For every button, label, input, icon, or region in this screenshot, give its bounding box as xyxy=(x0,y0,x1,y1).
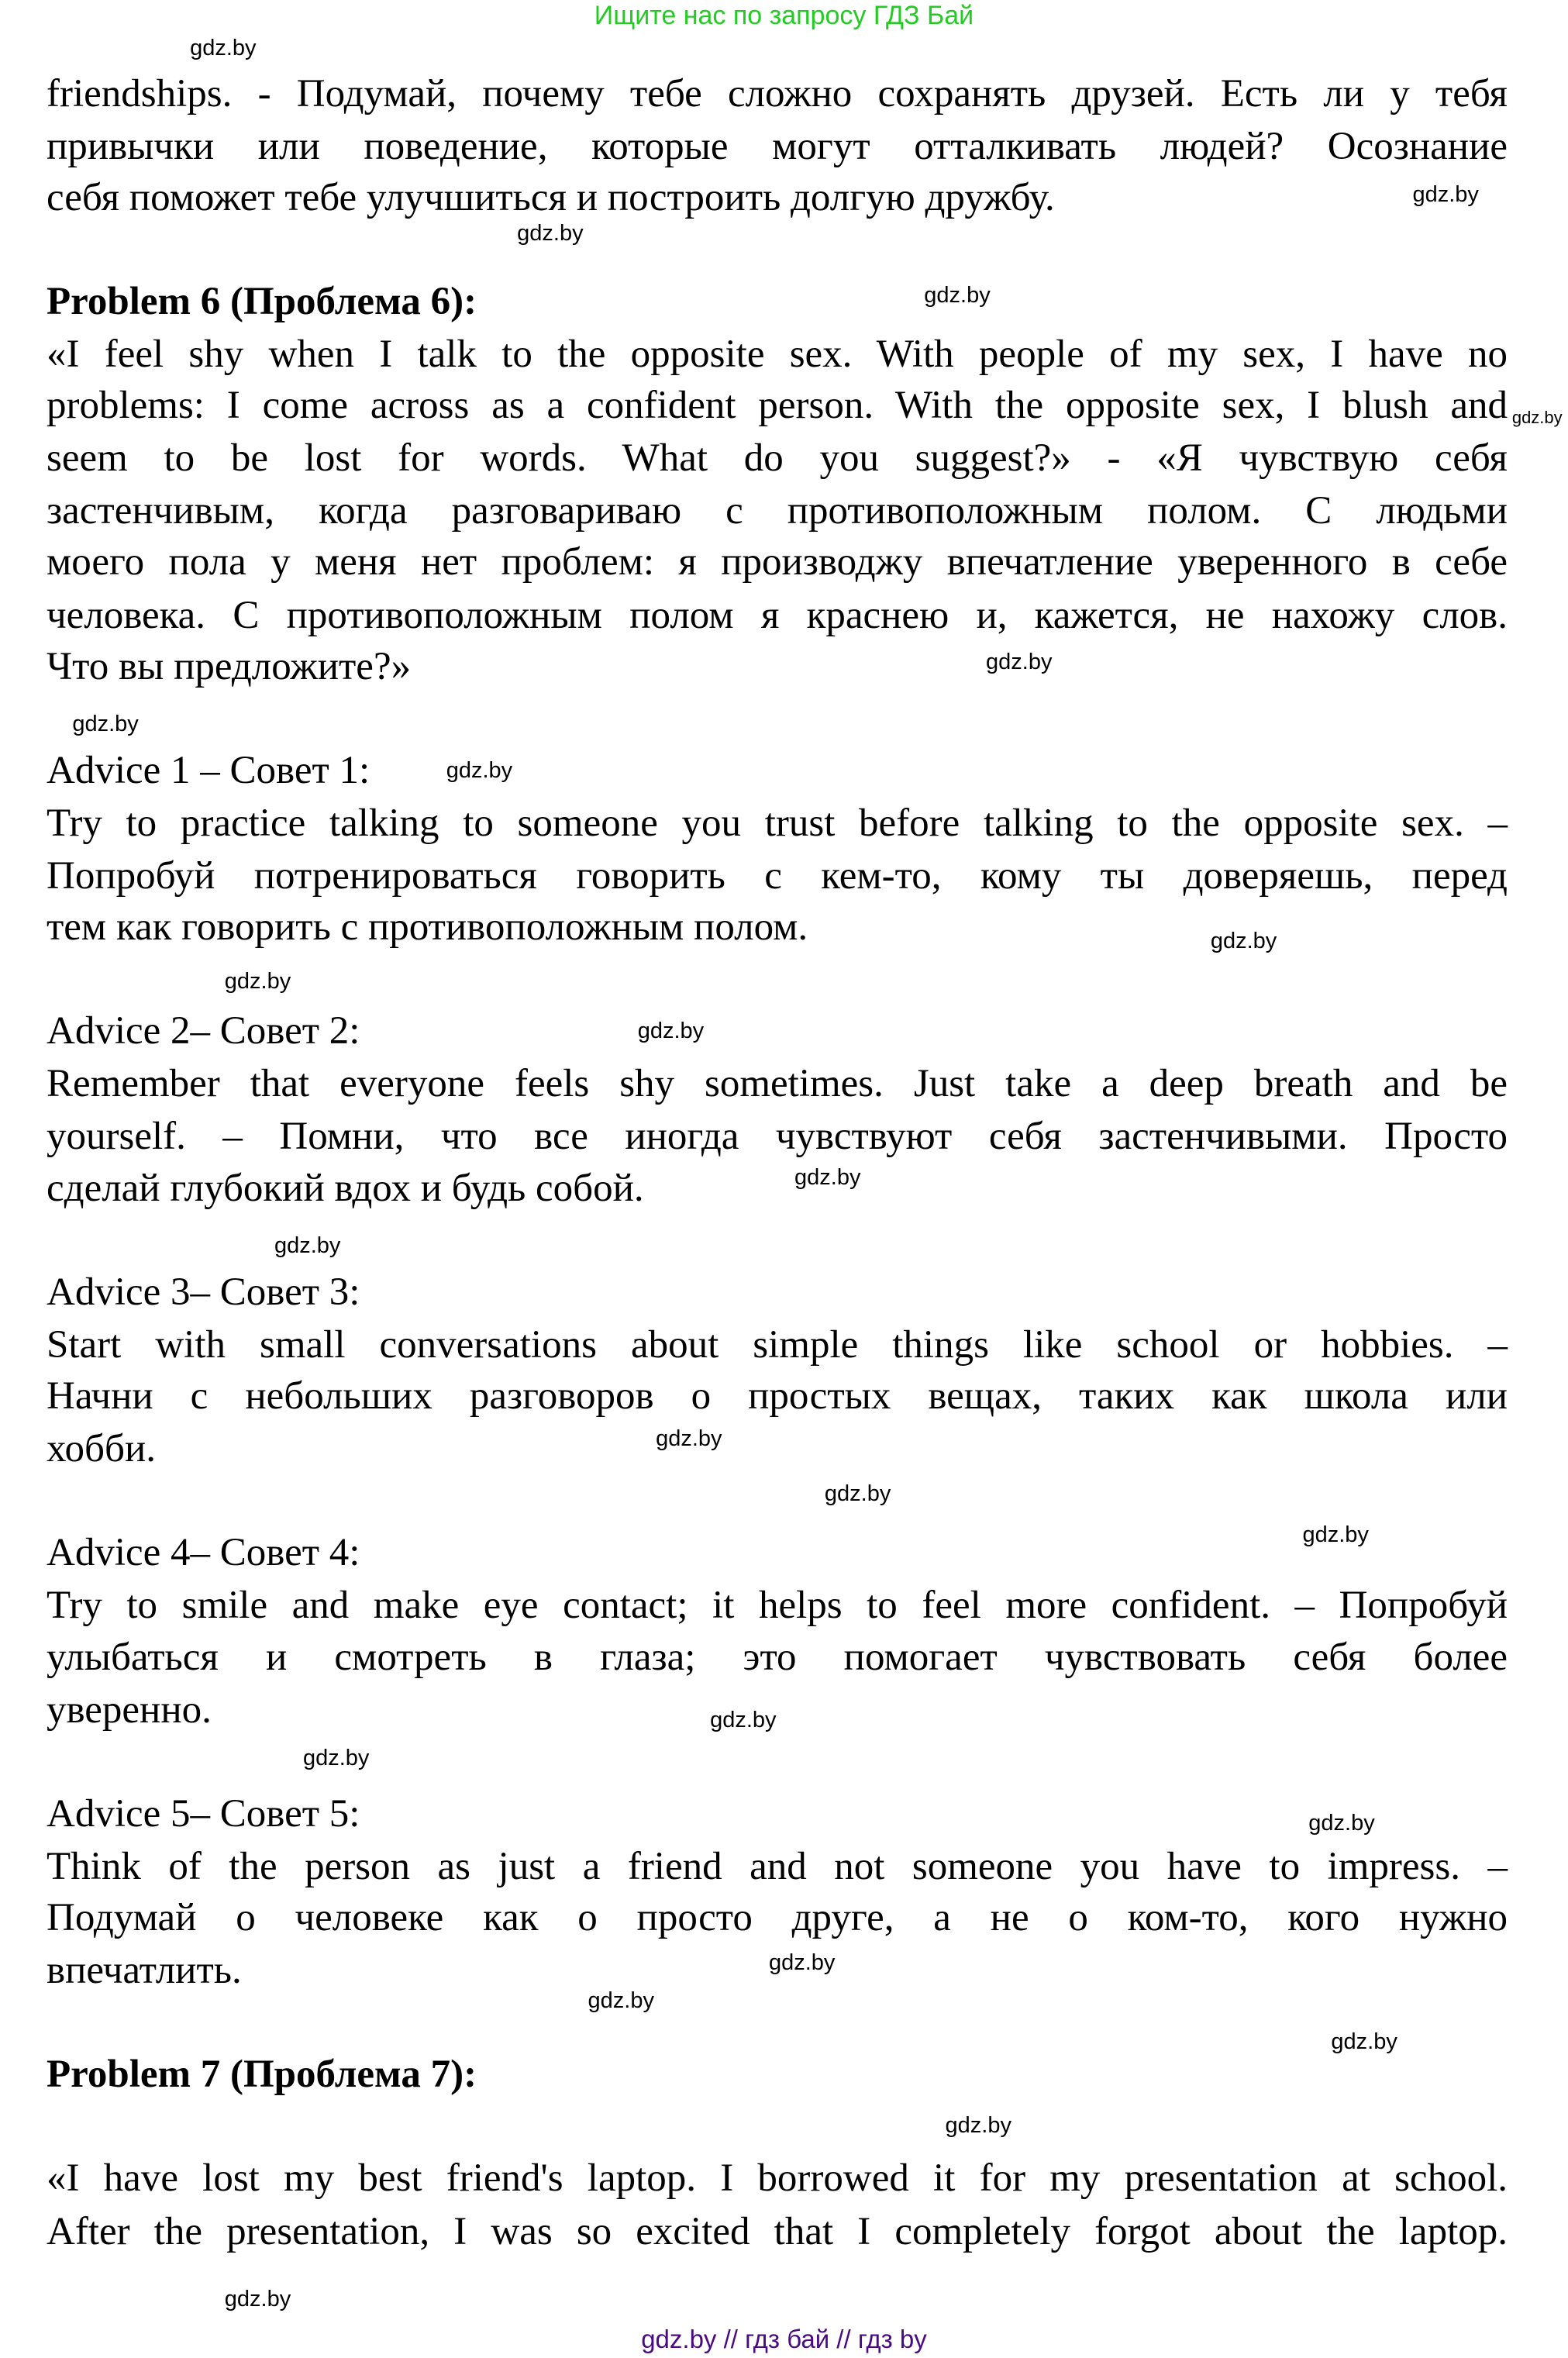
watermark: gdz.by xyxy=(224,969,291,995)
text-line: Advice 5– Совет 5: xyxy=(47,1791,360,1836)
text-line: человека. С противоположным полом я краснею и, кажется, не нахожу слов. xyxy=(47,593,1508,637)
text-line: хобби. xyxy=(47,1427,156,1471)
problem-heading: Problem 6 (Проблема 6): xyxy=(47,279,477,323)
watermark: gdz.by xyxy=(824,1481,891,1507)
watermark: gdz.by xyxy=(945,2113,1011,2139)
watermark: gdz.by xyxy=(768,1950,836,1976)
watermark: gdz.by xyxy=(794,1165,861,1191)
watermark: gdz.by xyxy=(588,1988,654,2013)
text-line: улыбаться и смотреть в глаза; это помогает чувствовать себя более xyxy=(47,1635,1508,1679)
text-line: Think of the person as just a friend and not someone you have to impress. – xyxy=(47,1844,1508,1888)
search-banner: Ищите нас по запросу ГДЗ Бай xyxy=(594,1,974,30)
text-line: привычки или поведение, которые могут отталкивать людей? Осознание xyxy=(47,124,1508,168)
watermark: gdz.by xyxy=(302,1745,370,1770)
text-line: problems: I come across as a confident person. With the opposite sex, I blush and xyxy=(47,384,1508,428)
watermark: gdz.by xyxy=(1210,928,1277,953)
text-line: Подумай о человеке как о просто друге, а не о ком-то, кого нужно xyxy=(47,1895,1508,1939)
text-line: Advice 4– Совет 4: xyxy=(47,1531,360,1575)
watermark: gdz.by xyxy=(517,221,584,246)
text-line: Попробуй потренироваться говорить с кем-то, кому ты доверяешь, перед xyxy=(47,853,1508,898)
text-line: впечатлить. xyxy=(47,1949,242,1993)
watermark: gdz.by xyxy=(224,2287,291,2312)
text-line: Try to smile and make eye contact; it helps to feel more confident. – Попробуй xyxy=(47,1584,1508,1628)
watermark: gdz.by xyxy=(924,283,991,309)
problem-heading: Problem 7 (Проблема 7): xyxy=(47,2053,477,2097)
text-line: Advice 1 – Совет 1: xyxy=(47,748,370,792)
text-line: After the presentation, I was so excited that I completely forgot about the laptop. xyxy=(47,2209,1508,2253)
text-line: себя поможет тебе улучшиться и построить долгую дружбу. xyxy=(47,175,1055,219)
text-line: Try to practice talking to someone you trust before talking to the opposite sex. – xyxy=(47,801,1508,845)
text-line: Advice 3– Совет 3: xyxy=(47,1270,360,1314)
watermark: gdz.by xyxy=(1308,1810,1375,1836)
text-line: seem to be lost for words. What do you suggest?» - «Я чувствую себя xyxy=(47,436,1508,481)
watermark: gdz.by xyxy=(190,36,257,61)
text-line: уверенно. xyxy=(47,1687,212,1732)
text-line: тем как говорить с противоположным полом. xyxy=(47,905,808,950)
watermark: gdz.by xyxy=(637,1019,705,1044)
watermark: gdz.by xyxy=(72,711,139,736)
text-line: Remember that everyone feels shy sometimes. Just take a deep breath and be xyxy=(47,1062,1508,1106)
footer-links[interactable]: gdz.by // гдз бай // гдз by xyxy=(641,2325,927,2353)
watermark: gdz.by xyxy=(1331,2029,1397,2054)
watermark: gdz.by xyxy=(446,757,513,783)
text-line: «I have lost my best friend's laptop. I borrowed it for my presentation at school. xyxy=(47,2156,1508,2201)
watermark: gdz.by xyxy=(656,1425,722,1451)
watermark: gdz.by xyxy=(986,649,1053,674)
text-line: застенчивым, когда разговариваю с противоположным полом. С людьми xyxy=(47,489,1508,533)
text-line: моего пола у меня нет проблем: я производжу впечатление уверенного в себе xyxy=(47,540,1508,584)
text-line: Advice 2– Совет 2: xyxy=(47,1009,360,1053)
watermark: gdz.by xyxy=(1302,1522,1369,1547)
text-line: friendships. - Подумай, почему тебе сложно сохранять друзей. Есть ли у тебя xyxy=(47,71,1508,115)
text-line: сделай глубокий вдох и будь собой. xyxy=(47,1166,644,1210)
text-line: yourself. – Помни, что все иногда чувствуют себя застенчивыми. Просто xyxy=(47,1115,1508,1159)
text-line: Что вы предложите?» xyxy=(47,644,412,688)
text-line: «I feel shy when I talk to the opposite sex. With people of my sex, I have no xyxy=(47,333,1508,377)
text-line: Начни с небольших разговоров о простых вещах, таких как школа или xyxy=(47,1374,1508,1418)
watermark: gdz.by xyxy=(1511,407,1563,427)
watermark: gdz.by xyxy=(1412,181,1479,207)
watermark: gdz.by xyxy=(274,1232,341,1258)
text-line: Start with small conversations about simple things like school or hobbies. – xyxy=(47,1322,1508,1367)
watermark: gdz.by xyxy=(710,1708,777,1733)
